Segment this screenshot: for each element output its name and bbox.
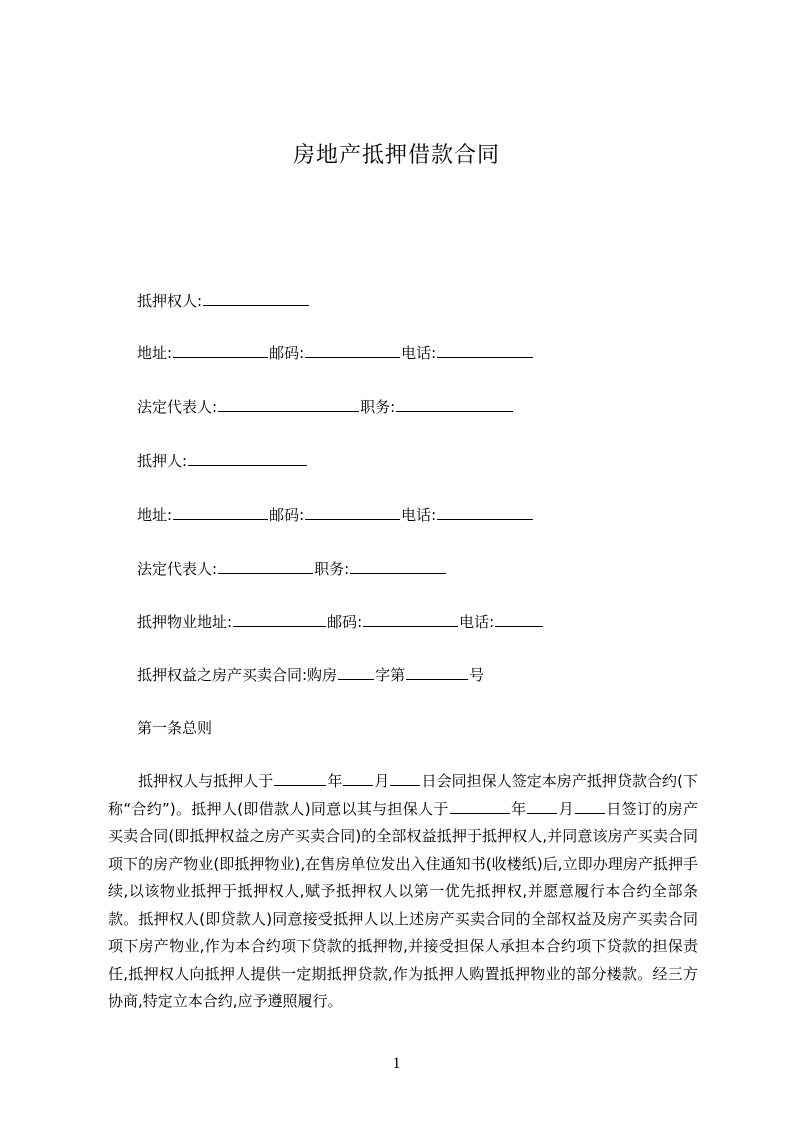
mortgagor-legal-rep-blank[interactable] [218, 559, 313, 574]
mortgagor-position-label: 职务: [314, 560, 350, 578]
mortgagor-phone-label: 电话: [401, 506, 437, 524]
property-postcode-blank[interactable] [363, 612, 458, 627]
mortgagee-position-blank[interactable] [396, 397, 513, 412]
mortgagee-label: 抵押权人: [137, 292, 203, 310]
contract-ref-prefix: 抵押权益之房产买卖合同:购房 [137, 666, 338, 684]
mortgagee-legal-rep-label: 法定代表人: [137, 398, 218, 416]
page-number: 1 [392, 1055, 401, 1072]
mortgagee-phone-label: 电话: [401, 344, 437, 362]
mortgagor-postcode-blank[interactable] [305, 505, 400, 520]
mortgagor-contact-line [137, 505, 534, 525]
para-text-a: 抵押权人与抵押人于 [138, 772, 274, 790]
mortgagee-postcode-blank[interactable] [305, 343, 400, 358]
property-phone-blank[interactable] [495, 612, 543, 627]
mortgagor-rep-line [137, 559, 447, 579]
para-text-b: 年 [327, 772, 343, 790]
para-text-e: 年 [510, 799, 527, 818]
property-phone-label: 电话: [459, 613, 495, 631]
document-title: 房地产抵押借款合同 [292, 143, 500, 168]
para-text-c: 月 [374, 772, 390, 790]
property-line [137, 612, 544, 632]
mortgagor-address-label: 地址: [137, 506, 173, 524]
mortgagee-contact-line [137, 343, 534, 363]
property-postcode-label: 邮码: [327, 613, 363, 631]
contract-ref-line [137, 665, 484, 685]
purchase-year-blank[interactable] [450, 800, 510, 814]
mortgagor-postcode-label: 邮码: [269, 506, 305, 524]
mortgagee-legal-rep-blank[interactable] [218, 397, 359, 412]
sign-year-blank[interactable] [274, 772, 326, 786]
mortgagee-address-blank[interactable] [173, 343, 268, 358]
mortgagee-position-label: 职务: [360, 398, 396, 416]
section1-heading: 第一条总则 [137, 719, 213, 737]
para-text-d: 日会同担保人签定本房产抵押贷款合约(下称“合约”)。抵押人(即借款人)同意以其与担保人于 [108, 772, 698, 818]
contract-ref-word-blank[interactable] [338, 665, 374, 680]
mortgagor-label: 抵押人: [137, 452, 188, 470]
mortgagee-line [137, 291, 310, 311]
mortgagor-blank[interactable] [188, 451, 307, 466]
contract-ref-suffix: 号 [469, 666, 485, 684]
mortgagee-blank[interactable] [203, 291, 309, 306]
mortgagor-line [137, 451, 308, 471]
mortgagor-legal-rep-label: 法定代表人: [137, 560, 218, 578]
mortgagor-address-blank[interactable] [173, 505, 268, 520]
property-address-blank[interactable] [233, 612, 326, 627]
mortgagee-rep-line [137, 397, 514, 417]
contract-ref-mid: 字第 [375, 666, 406, 684]
purchase-day-blank[interactable] [575, 800, 605, 814]
purchase-month-blank[interactable] [527, 800, 557, 814]
mortgagee-address-label: 地址: [137, 344, 173, 362]
sign-month-blank[interactable] [343, 772, 373, 786]
sign-day-blank[interactable] [390, 772, 420, 786]
mortgagor-position-blank[interactable] [350, 559, 446, 574]
property-address-label: 抵押物业地址: [137, 613, 233, 631]
mortgagor-phone-blank[interactable] [437, 505, 533, 520]
contract-ref-number-blank[interactable] [406, 665, 468, 680]
section1-paragraph [108, 768, 698, 1016]
mortgagee-postcode-label: 邮码: [269, 344, 305, 362]
para-text-f: 月 [558, 799, 575, 818]
para-text-g: 日签订的房产买卖合同(即抵押权益之房产买卖合同)的全部权益抵押于抵押权人,并同意该房产买卖合同项下的房产物业(即抵押物业),在售房单位发出入住通知书(收楼纸)后,立即办理房产抵押手续,以该物业抵押于抵押权人,赋予抵押权人以第一优先抵押权,并愿意履行本合约全部条款。抵押权人(即贷款人)同意接受抵押人以上述房产买卖合同的全部权益及房产买卖合同项下房产物业,作为本合约项下贷款的抵押物,并接受担保人承担本合约项下贷款的担保责任,抵押权人向抵押人提供一定期抵押贷款,作为抵押人购置抵押物业的部分楼款。经三方协商,特定立本合约,应予遵照履行。 [108, 799, 698, 1010]
mortgagee-phone-blank[interactable] [437, 343, 533, 358]
